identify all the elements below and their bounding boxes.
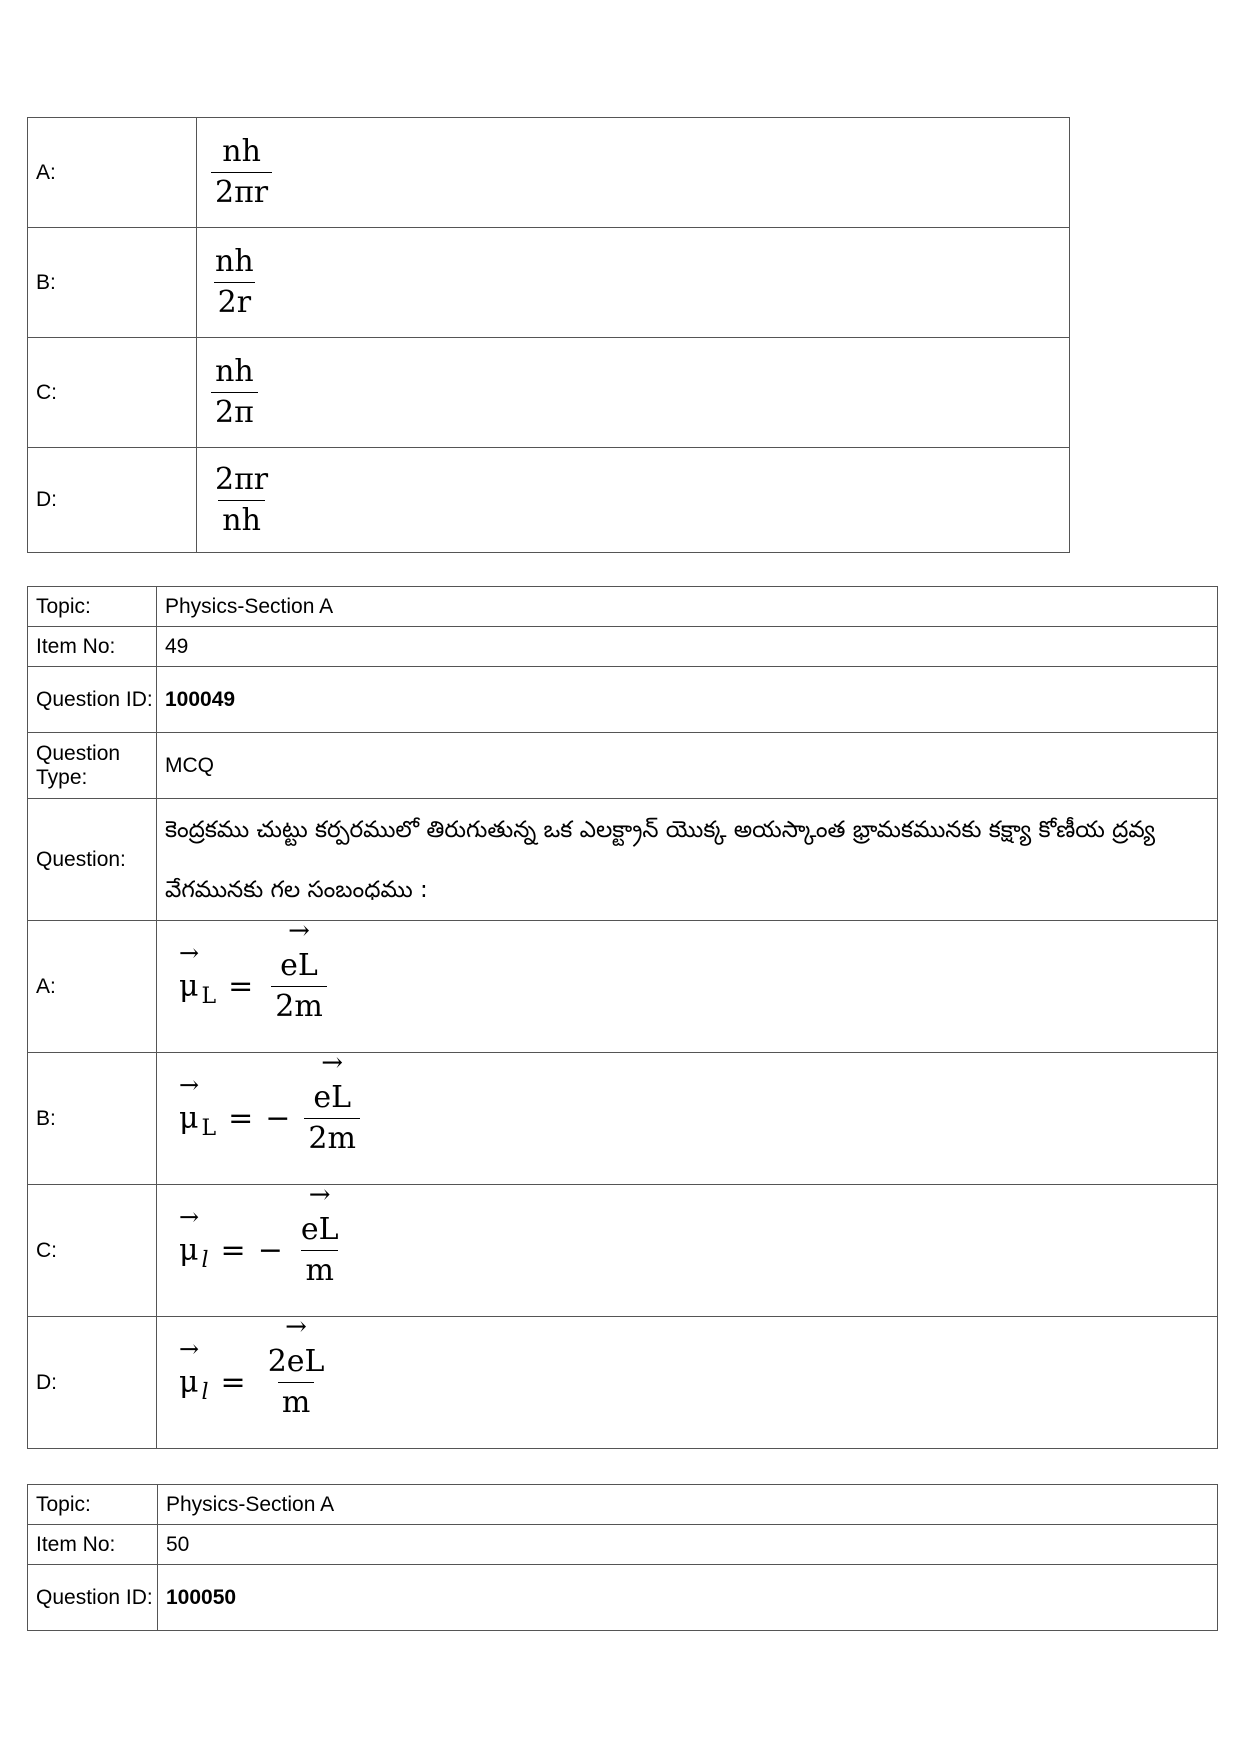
vector-arrow: → <box>179 1071 200 1099</box>
numerator: eL <box>300 1212 339 1247</box>
denominator: nh <box>218 500 265 539</box>
option-c-label: C: <box>28 1185 157 1317</box>
item-no-label: Item No: <box>28 627 157 667</box>
fraction <box>205 462 278 539</box>
vector-arrow: → <box>285 1312 307 1342</box>
vector-arrow: → <box>321 1048 344 1078</box>
option-row <box>28 228 1070 338</box>
subscript: L <box>201 1116 217 1141</box>
equals-sign: = <box>228 969 254 1004</box>
question-id-label: Question ID: <box>28 1565 158 1631</box>
numerator: nh <box>215 244 254 279</box>
option-d-label: D: <box>28 448 197 553</box>
question-text: కెంద్రకము చుట్టు కర్పరములో తిరుగుతున్న ఒక ఎలక్ట్రాన్ యొక్క అయస్కాంత భ్రామకమునకు కక్ష్యా కోణీయ ద్రవ్య వేగమునకు గల సంబంధము : <box>157 799 1218 921</box>
subscript: l <box>201 1380 209 1405</box>
option-b-value <box>197 228 1070 338</box>
vector-arrow: → <box>308 1180 331 1210</box>
option-d-label: D: <box>28 1317 157 1449</box>
numerator: eL <box>280 948 318 983</box>
question-label: Question: <box>28 799 157 921</box>
option-row <box>28 338 1070 448</box>
question-row <box>28 799 1218 921</box>
question-50-table <box>27 1484 1218 1631</box>
denominator: 2m <box>304 1118 360 1157</box>
numerator: 2eL <box>267 1344 325 1379</box>
item-no-row <box>28 627 1218 667</box>
vector-arrow: → <box>179 1203 200 1231</box>
question-id-label: Question ID: <box>28 667 157 733</box>
minus-sign: − <box>257 1233 283 1268</box>
equation <box>179 1048 366 1157</box>
option-c-label: C: <box>28 338 197 448</box>
equals-sign: = <box>220 1233 246 1268</box>
denominator: 2r <box>214 282 255 321</box>
equals-sign: = <box>228 1101 254 1136</box>
option-c-value <box>157 1180 1218 1317</box>
item-no-row <box>28 1525 1218 1565</box>
fraction <box>205 354 264 431</box>
option-row <box>28 1185 1218 1317</box>
question-id-value: 100049 <box>157 667 1218 733</box>
equals-sign: = <box>220 1365 246 1400</box>
topic-label: Topic: <box>28 587 157 627</box>
mu-symbol: μ <box>179 969 199 1004</box>
option-row <box>28 1317 1218 1449</box>
option-row <box>28 448 1070 553</box>
option-d-value <box>197 448 1070 553</box>
denominator: m <box>278 1382 314 1421</box>
question-type-label: Question Type: <box>28 733 157 799</box>
mu-symbol: μ <box>179 1365 199 1400</box>
item-no-value: 50 <box>158 1525 1218 1565</box>
option-row <box>28 1053 1218 1185</box>
option-a-label: A: <box>28 921 157 1053</box>
denominator: 2π <box>211 392 258 431</box>
item-no-value: 49 <box>157 627 1218 667</box>
option-b-label: B: <box>28 228 197 338</box>
vector-arrow: → <box>179 1335 200 1363</box>
question-type-value: MCQ <box>157 733 1218 799</box>
option-a-label: A: <box>28 118 197 228</box>
option-a-value <box>197 118 1070 228</box>
subscript: L <box>201 984 217 1009</box>
equation <box>179 916 333 1025</box>
topic-label: Topic: <box>28 1485 158 1525</box>
item-no-label: Item No: <box>28 1525 158 1565</box>
option-b-value <box>157 1048 1218 1185</box>
denominator: 2πr <box>211 172 272 211</box>
numerator: nh <box>215 354 254 389</box>
option-row <box>28 921 1218 1053</box>
subscript: l <box>201 1248 209 1273</box>
topic-value: Physics-Section A <box>157 587 1218 627</box>
topic-value: Physics-Section A <box>158 1485 1218 1525</box>
denominator: m <box>301 1250 337 1289</box>
option-d-value <box>157 1312 1218 1449</box>
equation <box>179 1180 349 1289</box>
topic-row <box>28 587 1218 627</box>
question-type-row <box>28 733 1218 799</box>
vector-arrow: → <box>179 939 200 967</box>
mu-symbol: μ <box>179 1233 199 1268</box>
vector-arrow: → <box>288 916 310 946</box>
question-49-table <box>27 586 1218 1449</box>
minus-sign: − <box>265 1101 291 1136</box>
equation <box>179 1312 334 1421</box>
numerator: eL <box>313 1080 351 1115</box>
question-id-row <box>28 667 1218 733</box>
numerator: 2πr <box>215 461 269 497</box>
topic-row <box>28 1485 1218 1525</box>
fraction <box>205 244 264 321</box>
option-a-value <box>157 916 1218 1053</box>
option-c-value <box>197 338 1070 448</box>
fraction <box>205 134 278 211</box>
numerator: nh <box>222 134 261 169</box>
option-row <box>28 118 1070 228</box>
mu-symbol: μ <box>179 1101 199 1136</box>
question-id-value: 100050 <box>158 1565 1218 1631</box>
question-id-row <box>28 1565 1218 1631</box>
denominator: 2m <box>271 986 327 1025</box>
previous-item-options-table <box>27 117 1070 553</box>
option-b-label: B: <box>28 1053 157 1185</box>
